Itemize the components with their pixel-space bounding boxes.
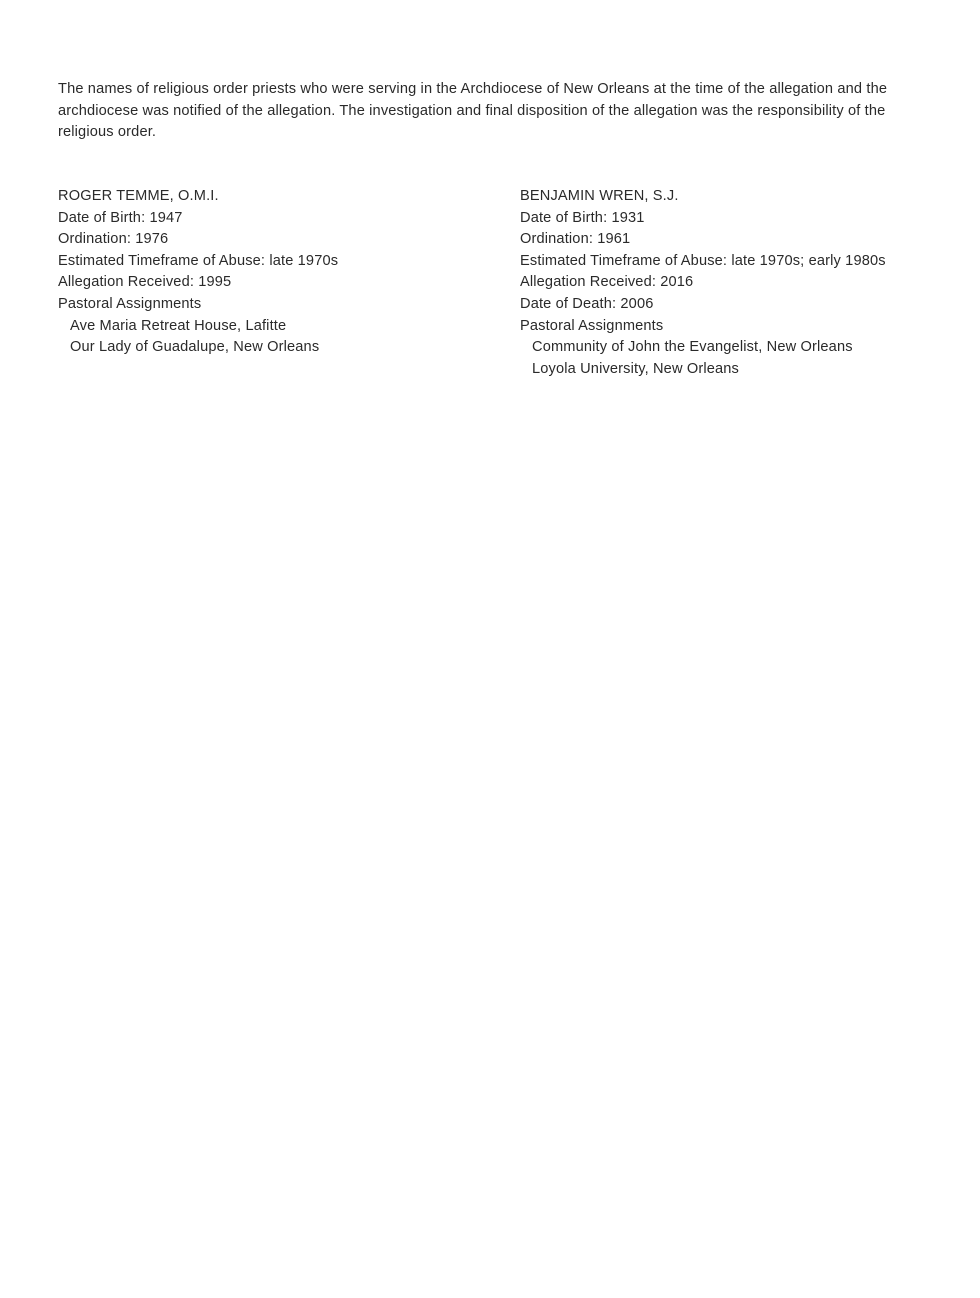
assignment-item: Ave Maria Retreat House, Lafitte <box>70 317 287 334</box>
ordination: Ordination: 1961 <box>520 231 631 248</box>
abuse-timeframe: Estimated Timeframe of Abuse: late 1970s <box>58 252 339 269</box>
intro-paragraph: The names of religious order priests who were serving in the Archdiocese of New Orleans at the time of the allegation and the archdiocese was notified of the allegation. The investigation and final disposition of the allegation was the responsibility of the religious order. <box>58 81 888 141</box>
assignment-item: Community of John the Evangelist, New Orleans <box>532 339 853 356</box>
priest-entry-temme <box>58 186 478 359</box>
pastoral-assignments-label: Pastoral Assignments <box>58 295 202 312</box>
ordination: Ordination: 1976 <box>58 231 169 248</box>
assignment-item: Our Lady of Guadalupe, New Orleans <box>70 339 320 356</box>
assignment-item: Loyola University, New Orleans <box>532 360 739 377</box>
priest-entry-wren <box>520 186 960 380</box>
pastoral-assignments-label: Pastoral Assignments <box>520 317 664 334</box>
date-of-death: Date of Death: 2006 <box>520 295 654 312</box>
priest-name: BENJAMIN WREN, S.J. <box>520 188 679 204</box>
abuse-timeframe: Estimated Timeframe of Abuse: late 1970s; early 1980s <box>520 252 886 269</box>
date-of-birth: Date of Birth: 1931 <box>520 209 645 226</box>
allegation-received: Allegation Received: 2016 <box>520 274 694 291</box>
allegation-received: Allegation Received: 1995 <box>58 274 232 291</box>
priest-name: ROGER TEMME, O.M.I. <box>58 188 219 204</box>
date-of-birth: Date of Birth: 1947 <box>58 209 183 226</box>
